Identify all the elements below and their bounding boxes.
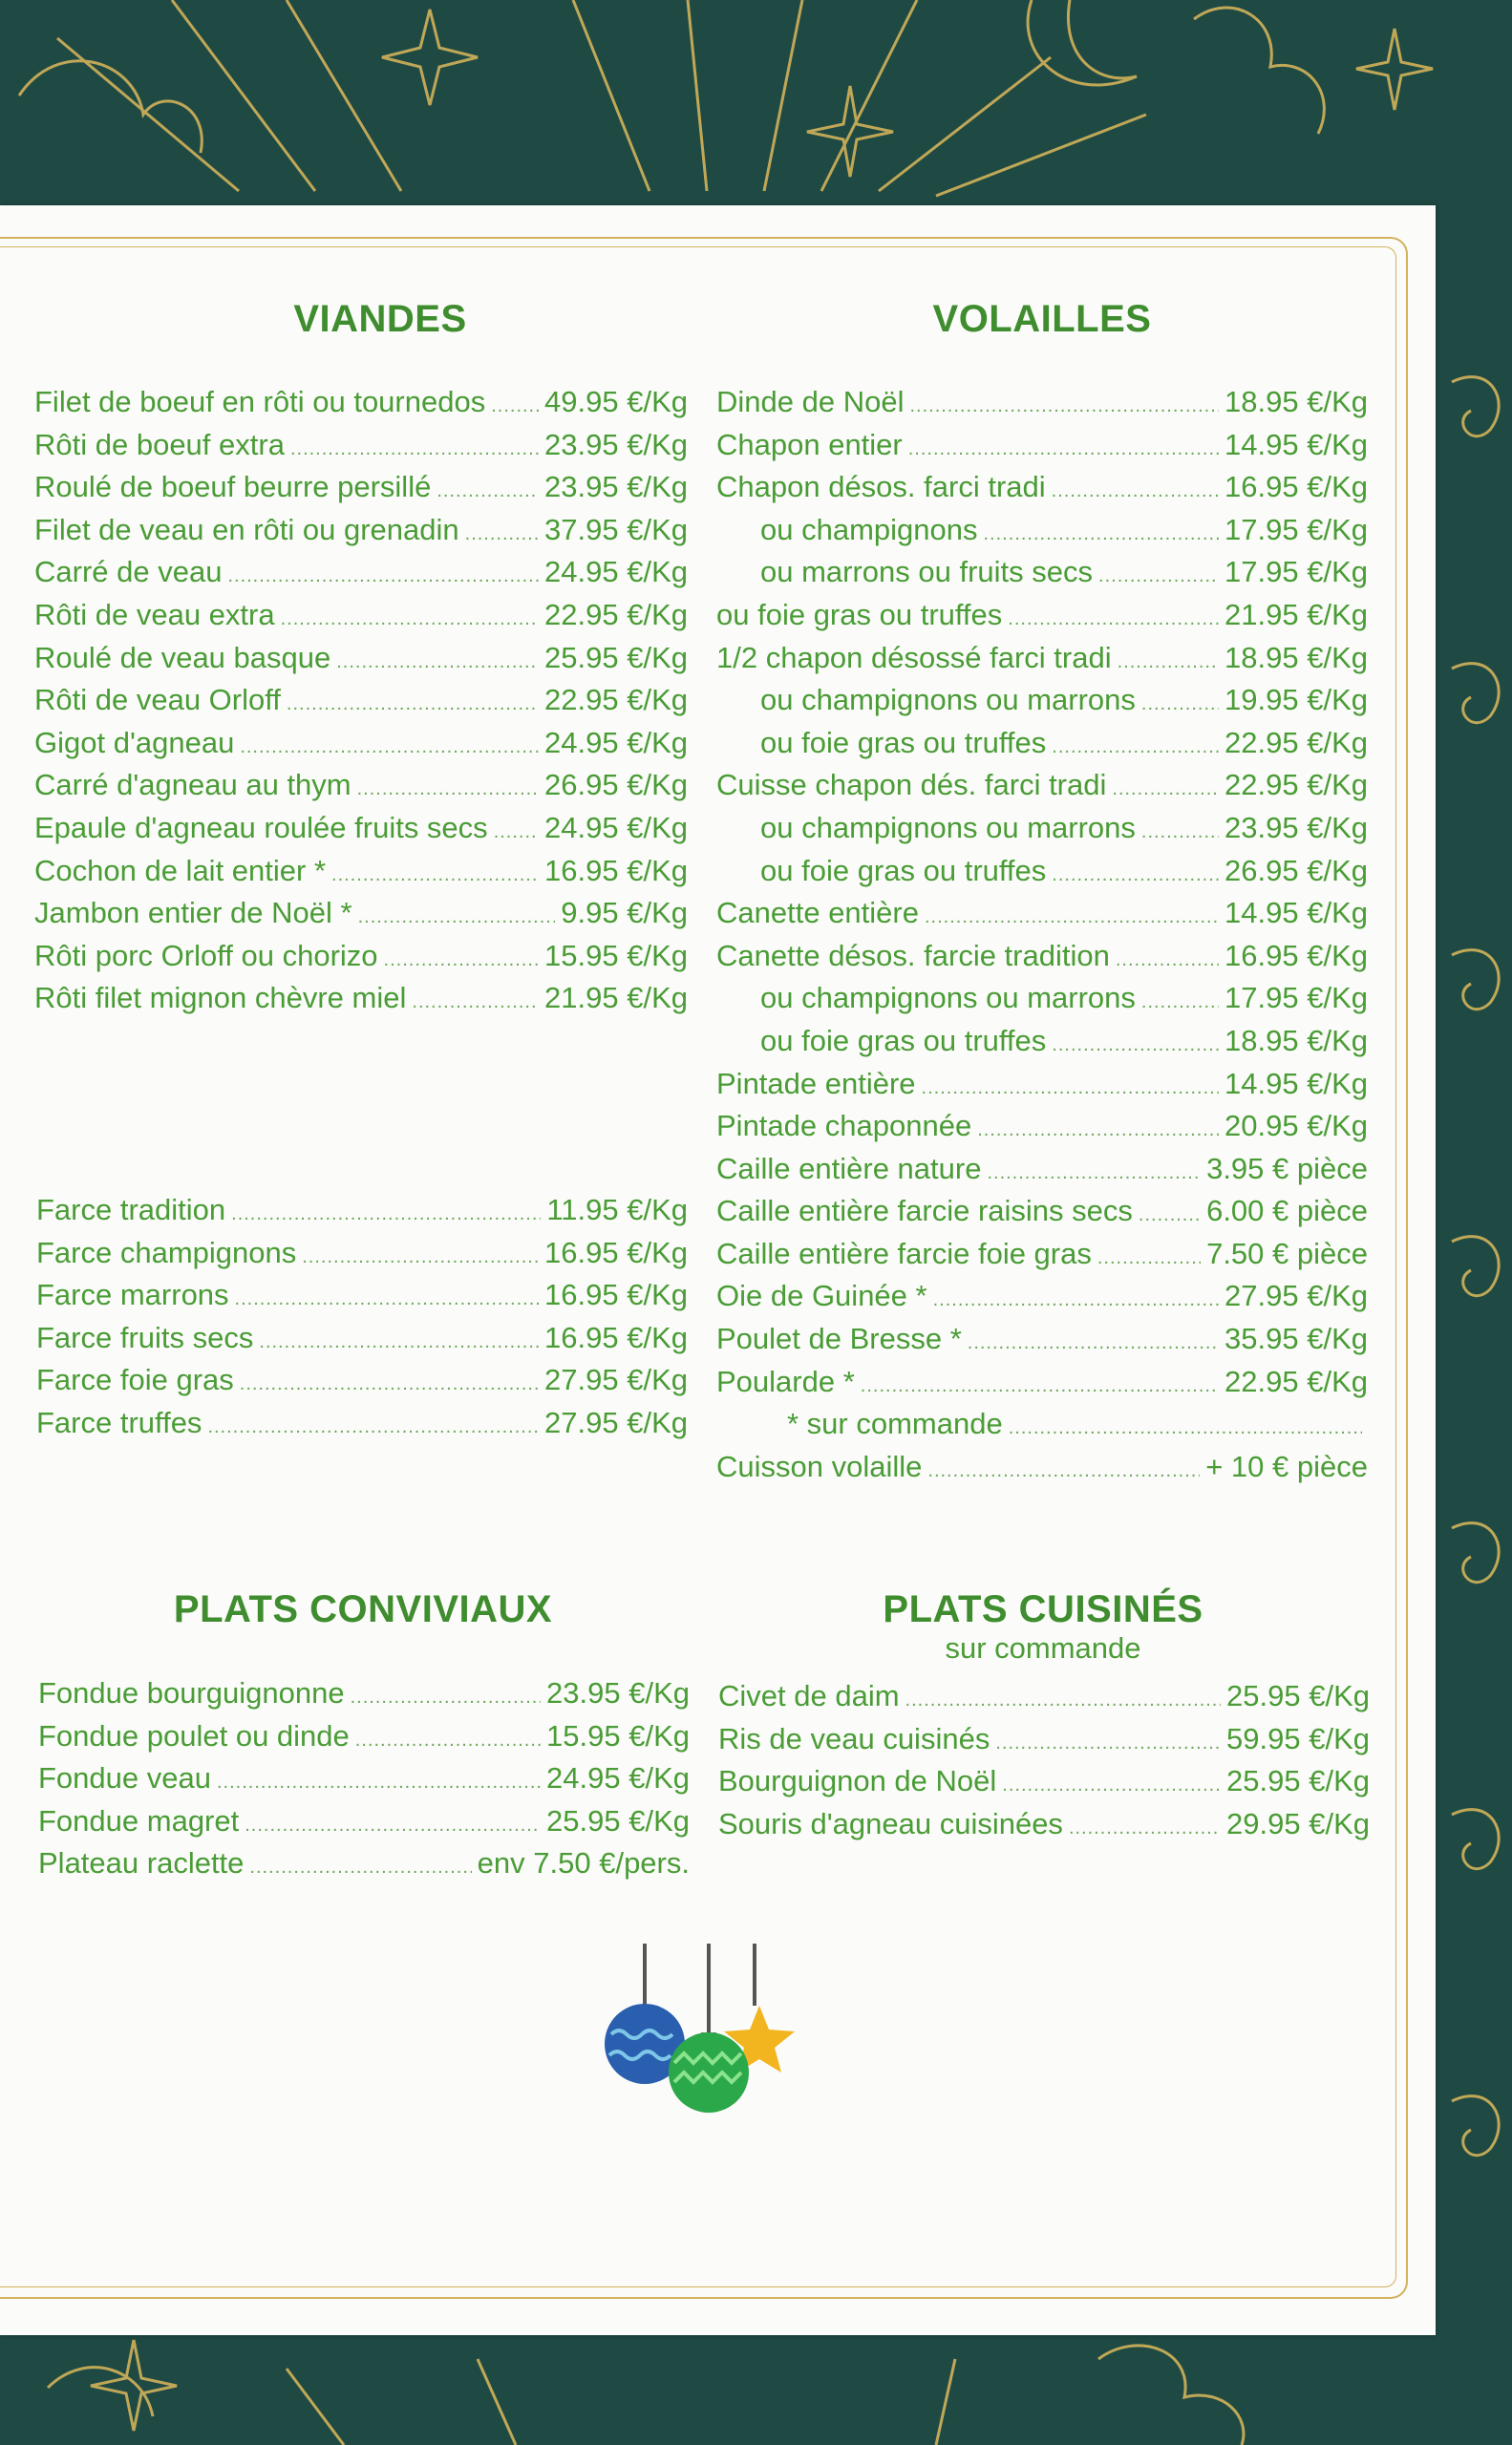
menu-item-price: 14.95 €/Kg — [1225, 1066, 1368, 1100]
menu-item-row — [716, 428, 1368, 471]
menu-item-row — [34, 854, 688, 897]
dot-leader — [465, 523, 539, 545]
menu-item-row — [38, 1846, 690, 1889]
menu-item-price: 25.95 €/Kg — [546, 1803, 690, 1838]
dot-leader — [1052, 1034, 1219, 1056]
menu-item-name: Fondue magret — [38, 1803, 240, 1838]
menu-item-name: Roulé de veau basque — [34, 640, 331, 674]
menu-item-name: Ris de veau cuisinés — [718, 1721, 990, 1755]
section-title-plats-cuisines: PLATS CUISINÉS — [883, 1588, 1203, 1630]
farces-list — [36, 1193, 688, 1449]
dot-leader — [351, 1687, 541, 1709]
menu-item-row — [34, 428, 688, 471]
menu-item-price: 23.95 €/Kg — [544, 427, 688, 461]
dot-leader — [1112, 778, 1219, 800]
dot-leader — [968, 1332, 1219, 1354]
menu-item-name: Farce foie gras — [36, 1363, 234, 1397]
menu-item-name: Poularde * — [716, 1364, 855, 1398]
menu-item-name: Pintade entière — [716, 1066, 916, 1100]
menu-item-row — [716, 641, 1368, 684]
menu-item-row — [38, 1676, 690, 1719]
menu-item-row — [716, 1152, 1368, 1195]
menu-item-price: 25.95 €/Kg — [1226, 1679, 1370, 1712]
menu-item-name: ou foie gras ou truffes — [760, 725, 1047, 759]
menu-item-price: 16.95 €/Kg — [544, 1278, 688, 1312]
viandes-section — [34, 298, 688, 341]
menu-item-row — [34, 896, 688, 939]
menu-item-name: Epaule d'agneau roulée fruits secs — [34, 810, 488, 844]
menu-item-price: 18.95 €/Kg — [1225, 640, 1368, 674]
menu-item-name: Souris d'agneau cuisinées — [718, 1806, 1063, 1840]
menu-item-price: 27.95 €/Kg — [544, 1363, 688, 1397]
menu-item-price: 20.95 €/Kg — [1225, 1109, 1368, 1143]
dot-leader — [909, 395, 1219, 417]
menu-item-price: 14.95 €/Kg — [1225, 896, 1368, 930]
menu-item-row — [718, 1722, 1370, 1765]
dot-leader — [1052, 864, 1219, 886]
menu-item-row — [34, 768, 688, 811]
menu-item-name: Chapon désos. farci tradi — [716, 470, 1046, 504]
menu-item-price: 15.95 €/Kg — [546, 1718, 690, 1753]
menu-item-price: 9.95 €/Kg — [561, 896, 688, 930]
dot-leader — [1141, 821, 1219, 843]
menu-item-price: 25.95 €/Kg — [1226, 1764, 1370, 1798]
menu-item-price: 17.95 €/Kg — [1225, 981, 1368, 1015]
menu-item-row — [718, 1764, 1370, 1807]
dot-leader — [927, 1460, 1200, 1482]
menu-item-price: 16.95 €/Kg — [544, 1320, 688, 1354]
dot-leader — [1116, 949, 1219, 971]
dot-leader — [494, 821, 539, 843]
menu-item-row — [34, 555, 688, 598]
section-title-viandes: VIANDES — [293, 298, 467, 340]
menu-item-price: 19.95 €/Kg — [1225, 683, 1368, 717]
dot-leader — [240, 1373, 539, 1395]
menu-item-price: 11.95 €/Kg — [546, 1193, 688, 1226]
dot-leader — [1052, 736, 1219, 758]
section-title-volailles: VOLAILLES — [932, 298, 1152, 340]
dot-leader — [331, 864, 539, 886]
menu-item-row — [36, 1278, 688, 1321]
menu-item-name: Gigot d'agneau — [34, 725, 235, 759]
dot-leader — [384, 949, 540, 971]
menu-item-price: 23.95 €/Kg — [544, 470, 688, 504]
menu-item-row — [34, 726, 688, 769]
dot-leader — [235, 1288, 539, 1310]
menu-item-row — [716, 513, 1368, 556]
christmas-ornaments-icon — [592, 1939, 812, 2139]
menu-item-row — [716, 1279, 1368, 1322]
menu-item-price: 17.95 €/Kg — [1225, 555, 1368, 589]
menu-item-row — [36, 1236, 688, 1279]
menu-item-row — [716, 598, 1368, 641]
menu-item-price: + 10 € pièce — [1205, 1449, 1368, 1483]
menu-item-name: Caille entière farcie foie gras — [716, 1236, 1092, 1270]
menu-item-name: Carré de veau — [34, 555, 223, 589]
menu-item-name: Roulé de boeuf beurre persillé — [34, 470, 432, 504]
menu-item-price: 3.95 € pièce — [1206, 1151, 1368, 1185]
menu-item-price: 24.95 €/Kg — [546, 1761, 690, 1796]
menu-item-price: 23.95 €/Kg — [1225, 810, 1368, 844]
dot-leader — [905, 1690, 1222, 1712]
menu-item-name: Chapon entier — [716, 427, 903, 461]
dot-leader — [412, 991, 539, 1013]
plats-cuisines-list — [718, 1679, 1370, 1849]
dot-leader — [1141, 991, 1219, 1013]
volailles-list — [716, 385, 1368, 1492]
menu-item-row — [716, 385, 1368, 428]
menu-item-row — [38, 1761, 690, 1804]
menu-item-price: 21.95 €/Kg — [1225, 597, 1368, 631]
menu-item-row — [34, 598, 688, 641]
dot-leader — [987, 1162, 1201, 1184]
menu-item-price: 59.95 €/Kg — [1226, 1721, 1370, 1755]
dot-leader — [1069, 1818, 1221, 1839]
dot-leader — [336, 651, 539, 673]
menu-item-row — [716, 811, 1368, 854]
menu-item-price: 24.95 €/Kg — [544, 555, 688, 589]
menu-item-name: Fondue veau — [38, 1761, 211, 1796]
menu-item-row — [36, 1193, 688, 1236]
dot-leader — [491, 395, 539, 417]
menu-item-price: 26.95 €/Kg — [1225, 853, 1368, 887]
menu-item-price: 22.95 €/Kg — [1225, 1364, 1368, 1398]
dot-leader — [357, 778, 539, 800]
dot-leader — [358, 906, 556, 928]
menu-item-row — [34, 385, 688, 428]
menu-item-price: 18.95 €/Kg — [1225, 385, 1368, 418]
menu-item-row — [34, 981, 688, 1024]
menu-item-row — [36, 1406, 688, 1449]
menu-item-row — [716, 854, 1368, 897]
menu-item-row — [38, 1719, 690, 1762]
menu-item-row — [34, 641, 688, 684]
menu-item-row — [718, 1807, 1370, 1850]
menu-item-price: 16.95 €/Kg — [1225, 938, 1368, 972]
dot-leader — [287, 693, 539, 715]
dot-leader — [1008, 608, 1219, 630]
menu-item-price: 17.95 €/Kg — [1225, 512, 1368, 546]
dot-leader — [984, 523, 1220, 545]
menu-item-row — [716, 939, 1368, 982]
dot-leader — [1097, 1247, 1201, 1269]
menu-item-price: 21.95 €/Kg — [544, 981, 688, 1015]
dot-leader — [290, 438, 539, 460]
menu-item-price: 27.95 €/Kg — [544, 1405, 688, 1439]
dot-leader — [231, 1203, 541, 1225]
menu-item-price: 22.95 €/Kg — [1225, 725, 1368, 759]
menu-item-name: ou foie gras ou truffes — [760, 1023, 1047, 1057]
dot-leader — [1098, 565, 1219, 587]
menu-item-name: Farce marrons — [36, 1278, 229, 1312]
dot-leader — [227, 565, 539, 587]
menu-item-price: 16.95 €/Kg — [544, 853, 688, 887]
menu-item-price: 22.95 €/Kg — [544, 683, 688, 717]
volailles-section — [716, 298, 1368, 341]
menu-item-price: 25.95 €/Kg — [544, 640, 688, 674]
menu-item-name: 1/2 chapon désossé farci tradi — [716, 640, 1112, 674]
menu-item-row — [34, 513, 688, 556]
menu-item-name: Bourguignon de Noël — [718, 1764, 997, 1798]
menu-item-row — [716, 896, 1368, 939]
menu-item-name: Rôti porc Orloff ou chorizo — [34, 938, 378, 972]
menu-item-name: Plateau raclette — [38, 1846, 245, 1881]
menu-item-price: 22.95 €/Kg — [544, 597, 688, 631]
dot-leader — [302, 1246, 539, 1268]
dot-leader — [1139, 1204, 1201, 1226]
menu-item-name: Caille entière nature — [716, 1151, 982, 1185]
menu-item-name: Pintade chaponnée — [716, 1109, 972, 1143]
menu-item-row — [716, 981, 1368, 1024]
plats-cuisines-section — [718, 1588, 1368, 1666]
menu-item-price: 49.95 €/Kg — [544, 385, 688, 418]
menu-item-row — [716, 1322, 1368, 1365]
dot-leader — [245, 1815, 541, 1837]
menu-item-name: ou foie gras ou truffes — [760, 853, 1047, 887]
dot-leader — [977, 1119, 1219, 1141]
menu-item-name: Farce tradition — [36, 1193, 226, 1226]
menu-item-price: 37.95 €/Kg — [544, 512, 688, 546]
menu-item-name: Rôti de boeuf extra — [34, 427, 285, 461]
menu-item-price: 16.95 €/Kg — [1225, 470, 1368, 504]
dot-leader — [437, 480, 539, 502]
menu-item-name: Filet de boeuf en rôti ou tournedos — [34, 385, 486, 418]
menu-item-price: 15.95 €/Kg — [544, 938, 688, 972]
menu-item-price: 29.95 €/Kg — [1226, 1806, 1370, 1840]
menu-item-name: Rôti de veau Orloff — [34, 683, 281, 717]
menu-item-name: ou champignons ou marrons — [760, 981, 1136, 1015]
menu-item-row — [716, 726, 1368, 769]
menu-item-name: ou foie gras ou truffes — [716, 597, 1003, 631]
menu-item-price: 14.95 €/Kg — [1225, 427, 1368, 461]
menu-item-name: ou marrons ou fruits secs — [760, 555, 1094, 589]
dot-leader — [1009, 1417, 1362, 1439]
menu-item-row — [716, 1407, 1368, 1450]
menu-item-row — [716, 1365, 1368, 1408]
menu-item-row — [716, 683, 1368, 726]
menu-item-name: Caille entière farcie raisins secs — [716, 1194, 1133, 1228]
menu-item-row — [34, 470, 688, 513]
menu-item-row — [716, 1450, 1368, 1493]
menu-item-name: Oie de Guinée * — [716, 1279, 927, 1313]
menu-item-name: ou champignons ou marrons — [760, 683, 1136, 717]
menu-item-name: Poulet de Bresse * — [716, 1322, 962, 1356]
menu-item-name: Fondue bourguignonne — [38, 1676, 345, 1710]
menu-item-name: Civet de daim — [718, 1679, 900, 1712]
menu-item-row — [718, 1679, 1370, 1722]
menu-item-row — [716, 1194, 1368, 1237]
dot-leader — [861, 1375, 1219, 1397]
section-subtitle-plats-cuisines: sur commande — [945, 1631, 1141, 1665]
menu-item-name: Rôti filet mignon chèvre miel — [34, 981, 407, 1015]
menu-item-row — [38, 1804, 690, 1847]
menu-item-name: Fondue poulet ou dinde — [38, 1718, 350, 1753]
menu-item-name: ou champignons ou marrons — [760, 810, 1136, 844]
menu-item-name: Farce fruits secs — [36, 1320, 254, 1354]
menu-item-name: Cuisson volaille — [716, 1449, 923, 1483]
menu-item-name: Dinde de Noël — [716, 385, 905, 418]
menu-item-name: Carré d'agneau au thym — [34, 768, 351, 802]
dot-leader — [922, 1077, 1219, 1099]
menu-item-name: Canette désos. farcie tradition — [716, 938, 1110, 972]
dot-leader — [1002, 1775, 1221, 1797]
menu-item-price: 26.95 €/Kg — [544, 768, 688, 802]
menu-item-row — [36, 1321, 688, 1364]
viandes-list — [34, 385, 688, 1024]
menu-item-row — [716, 555, 1368, 598]
dot-leader — [217, 1772, 541, 1794]
menu-item-name: ou champignons — [760, 512, 978, 546]
menu-item-name: Farce truffes — [36, 1405, 202, 1439]
dot-leader — [1118, 651, 1219, 673]
section-title-plats-conviviaux: PLATS CONVIVIAUX — [173, 1588, 553, 1630]
menu-item-row — [716, 1109, 1368, 1152]
menu-item-price: 35.95 €/Kg — [1225, 1322, 1368, 1356]
menu-item-price: 24.95 €/Kg — [544, 725, 688, 759]
menu-item-name: Filet de veau en rôti ou grenadin — [34, 512, 459, 546]
menu-item-name: Canette entière — [716, 896, 919, 930]
menu-item-price: 7.50 € pièce — [1206, 1236, 1368, 1270]
dot-leader — [933, 1289, 1219, 1311]
menu-item-name: Cochon de lait entier * — [34, 853, 327, 887]
dot-leader — [281, 608, 539, 630]
dot-leader — [207, 1416, 539, 1438]
menu-item-row — [716, 1067, 1368, 1110]
dot-leader — [925, 906, 1219, 928]
menu-item-row — [716, 768, 1368, 811]
menu-item-row — [716, 1024, 1368, 1067]
menu-item-price: 18.95 €/Kg — [1225, 1023, 1368, 1057]
dot-leader — [240, 736, 539, 758]
dot-leader — [355, 1730, 541, 1752]
plats-conviviaux-section — [38, 1588, 688, 1631]
menu-item-row — [716, 470, 1368, 513]
menu-item-row — [36, 1363, 688, 1406]
dot-leader — [1052, 480, 1219, 502]
menu-item-name: Farce champignons — [36, 1235, 297, 1269]
menu-item-row — [716, 1237, 1368, 1280]
menu-item-row — [34, 939, 688, 982]
menu-item-name: Rôti de veau extra — [34, 597, 275, 631]
plats-conviviaux-list — [38, 1676, 690, 1889]
menu-item-price: 24.95 €/Kg — [544, 810, 688, 844]
menu-item-price: 27.95 €/Kg — [1225, 1279, 1368, 1313]
menu-item-row — [34, 811, 688, 854]
menu-item-price: 6.00 € pièce — [1206, 1194, 1368, 1228]
menu-item-price: 23.95 €/Kg — [546, 1676, 690, 1710]
menu-item-price: 16.95 €/Kg — [544, 1235, 688, 1269]
menu-item-price: env 7.50 €/pers. — [477, 1846, 690, 1881]
dot-leader — [908, 438, 1219, 460]
menu-item-name: * sur commande — [787, 1407, 1003, 1441]
menu-item-name: Cuisse chapon dés. farci tradi — [716, 768, 1107, 802]
dot-leader — [1141, 693, 1219, 715]
dot-leader — [995, 1733, 1221, 1754]
menu-item-row — [34, 683, 688, 726]
menu-item-price: 22.95 €/Kg — [1225, 768, 1368, 802]
dot-leader — [259, 1331, 539, 1353]
dot-leader — [249, 1857, 471, 1879]
menu-item-name: Jambon entier de Noël * — [34, 896, 352, 930]
